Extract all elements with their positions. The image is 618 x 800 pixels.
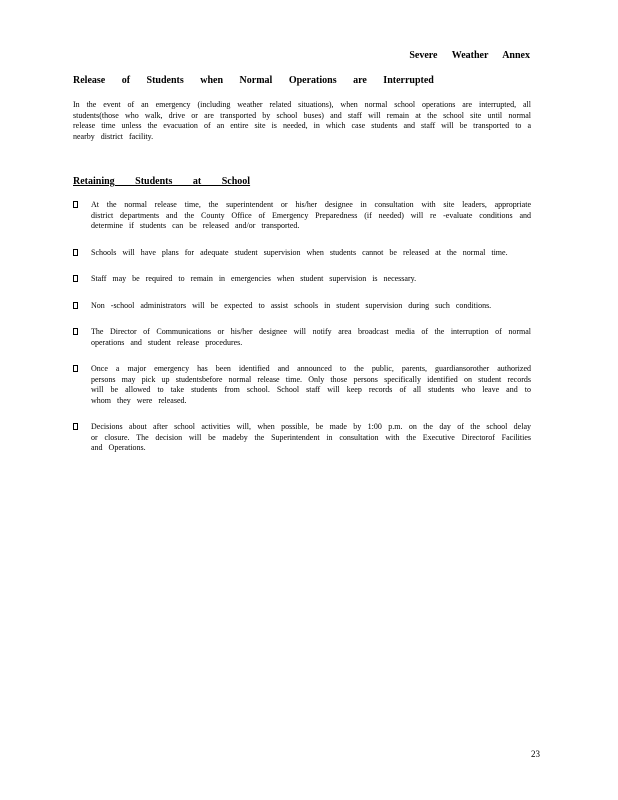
intro-paragraph: In the event of an emergency (including weather related situations), when normal school operations are interrupted, all students(those who walk, drive or are transported by school buses) and staff will remain at the school site until normal release time unless the evacuation of an entire site is needed, in which case students and staff will be transported to a nearby district facility.	[73, 100, 531, 141]
bullet-item	[73, 364, 531, 406]
bullet-text: The Director of Communications or his/her designee will notify area broadcast media of the interruption of normal operations and student release procedures.	[91, 327, 531, 347]
bullet-text: At the normal release time, the superintendent or his/her designee in consultation with site leaders, appropriate district departments and the County Office of Emergency Preparedness (if needed) will re -evaluate conditions and determine if students can be released and/or transported.	[91, 200, 531, 230]
page-number: 23	[531, 749, 540, 759]
bullet-text: Once a major emergency has been identified and announced to the public, parents, guardiansorother authorized persons may pick up studentsbefore normal release time. Only those persons specifically identified on student records will be allowed to take students from school. School staff will keep records of all students who leave and to whom they were released.	[91, 364, 531, 405]
bullet-item	[73, 301, 531, 312]
bullet-box-icon	[73, 423, 78, 430]
bullet-item	[73, 422, 531, 454]
bullet-text: Schools will have plans for adequate student supervision when students cannot be released at the normal time.	[91, 247, 508, 257]
release-heading: Release of Students when Normal Operations are Interrupted	[73, 75, 434, 86]
bullet-box-icon	[73, 365, 78, 372]
bullet-item	[73, 248, 531, 259]
bullet-text: Staff may be required to remain in emergencies when student supervision is necessary.	[91, 274, 417, 283]
bullet-box-icon	[73, 249, 78, 256]
bullet-text: Decisions about after school activities will, when possible, be made by 1:00 p.m. on the day of the school delay or closure. The decision will be madeby the Superintendent in consultation with the Executive Directorof Facilities and Operations.	[91, 422, 531, 452]
bullet-item	[73, 200, 531, 232]
bullet-box-icon	[73, 328, 78, 335]
retaining-bullet-list	[73, 200, 531, 454]
bullet-item	[73, 327, 531, 348]
bullet-text: Non -school administrators will be expected to assist schools in student supervision during such conditions.	[91, 300, 492, 310]
retaining-heading: Retaining Students at School	[73, 176, 251, 187]
bullet-box-icon	[73, 201, 78, 208]
annex-title: Severe Weather Annex	[409, 50, 530, 61]
bullet-box-icon	[73, 302, 78, 309]
bullet-item	[73, 274, 531, 285]
bullet-box-icon	[73, 275, 78, 282]
